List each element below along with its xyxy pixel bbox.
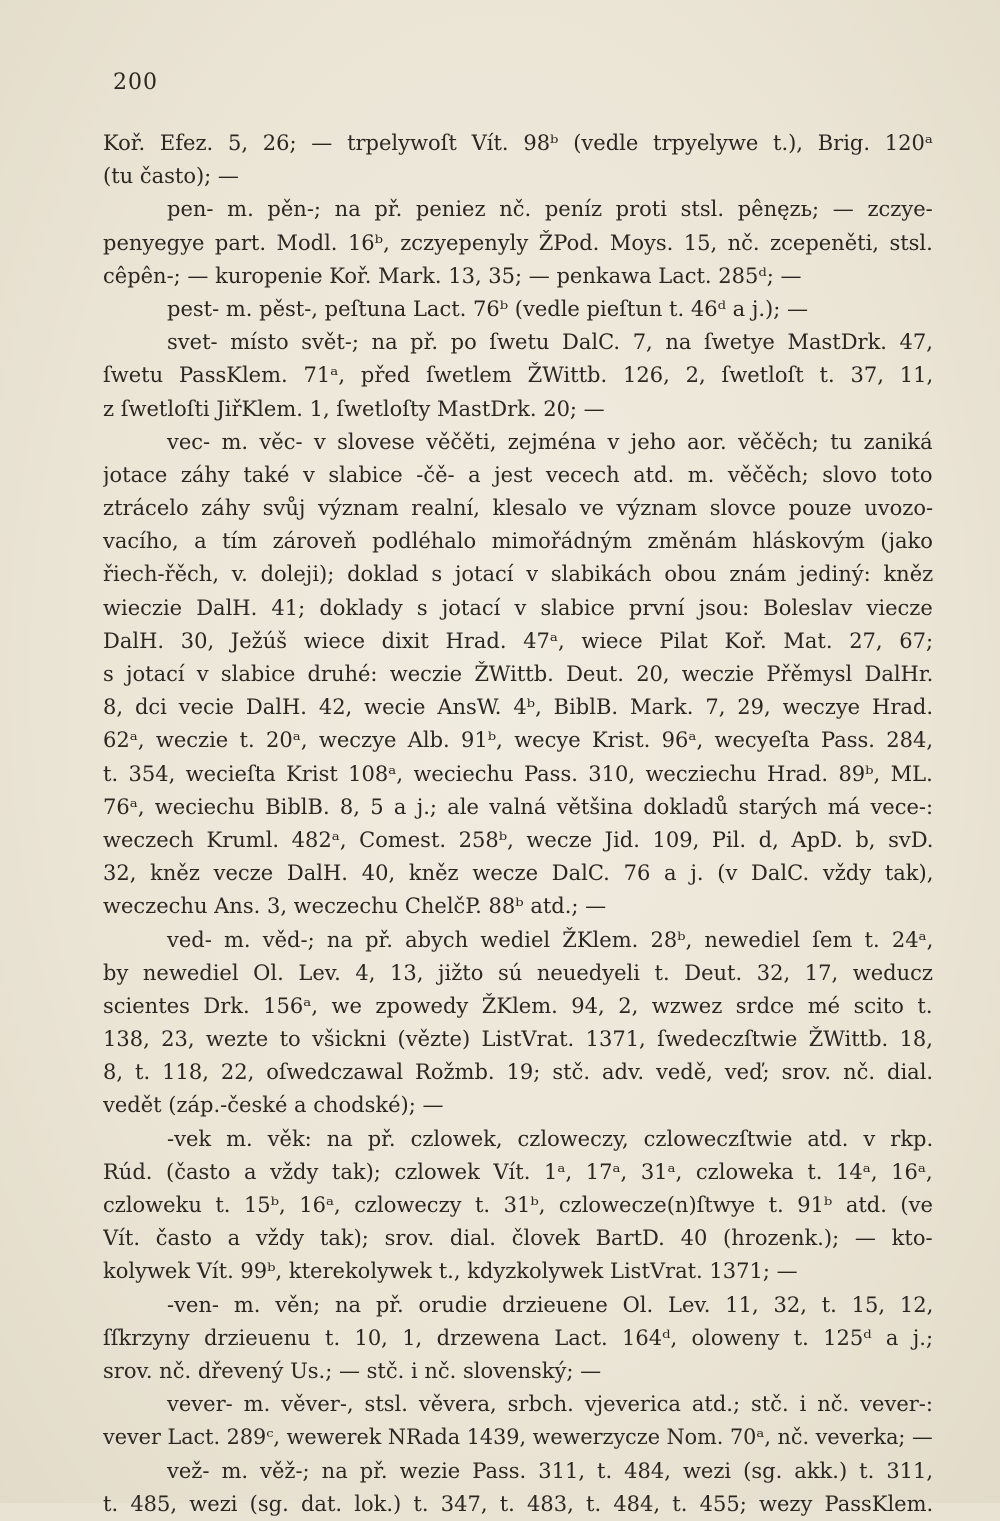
text-line: Koř. Efez. 5, 26; — trpelywoſt Vít. 98ᵇ (vedle trpyelywe t.), Brig. 120ᵃ [103, 131, 933, 155]
text-line: Vít. často a vždy tak); srov. dial. človek BartD. 40 (hrozenk.); — kto- [103, 1226, 933, 1251]
body-text [103, 127, 933, 1521]
text-line: scientes Drk. 156ᵃ, we zpowedy ŽKlem. 94, 2, wzwez srdce mé scito t. [103, 993, 933, 1018]
text-line: 62ᵃ, weczie t. 20ᵃ, weczye Alb. 91ᵇ, wecye Krist. 96ᵃ, wecyeſta Pass. 284, [103, 728, 933, 753]
text-line: czloweku t. 15ᵇ, 16ᵃ, czloweczy t. 31ᵇ, czlowecze(n)ſtwye t. 91ᵇ atd. (ve [103, 1193, 933, 1217]
text-line: vedět (záp.-české a chodské); — [103, 1093, 444, 1118]
text-line: vež- m. věž-; na př. wezie Pass. 311, t. 484, wezi (sg. akk.) t. 311, [167, 1458, 933, 1483]
text-line: srov. nč. dřevený Us.; — stč. i nč. slovenský; — [103, 1358, 602, 1383]
text-line: ztrácelo záhy svůj význam realní, klesalo ve význam slovce pouze uvozo- [103, 496, 933, 521]
text-line: t. 485, wezi (sg. dat. lok.) t. 347, t. 483, t. 484, t. 455; wezy PassKlem. [103, 1491, 933, 1516]
text-line: 138, 23, wezte to všickni (vězte) ListVrat. 1371, ſwedeczſtwie ŽWittb. 18, [103, 1027, 933, 1052]
text-line: svet- místo svět-; na př. po ſwetu DalC. 7, na ſwetye MastDrk. 47, [167, 330, 933, 355]
text-line: weczech Kruml. 482ᵃ, Comest. 258ᵇ, wecze Jid. 109, Pil. d, ApD. b, svD. [103, 827, 933, 852]
text-line: (tu často); — [103, 164, 239, 189]
text-line: weczechu Ans. 3, weczechu ChelčP. 88ᵇ atd.; — [103, 894, 607, 919]
text-line: vacího, a tím zároveň podléhalo mimořádným změnám hláskovým (jako [103, 529, 933, 554]
text-line: s jotací v slabice druhé: weczie ŽWittb. Deut. 20, weczie Přěmysl DalHr. [103, 662, 933, 686]
text-line: pest- m. pěst-, peſtuna Lact. 76ᵇ (vedle pieſtun t. 46ᵈ a j.); — [167, 296, 808, 321]
text-line: wieczie DalH. 41; doklady s jotací v slabice první jsou: Boleslav vieczе [103, 595, 933, 620]
text-line: 76ᵃ, weciechu BiblB. 8, 5 a j.; ale valná většina dokladů starých má vece-: [103, 794, 933, 819]
text-line: vec- m. věc- v slovese věčěti, zejména v jeho aor. věčěch; tu zaniká [167, 429, 933, 454]
text-line: penyegye part. Modl. 16ᵇ, zczyepenyly ŽPod. Moys. 15, nč. zcepeněti, stsl. [103, 230, 933, 255]
text-line: Rúd. (často a vždy tak); czlowek Vít. 1ᵃ, 17ᵃ, 31ᵃ, czloweka t. 14ᵃ, 16ᵃ, [103, 1159, 933, 1184]
text-line: cêpên-; — kuropenie Koř. Mark. 13, 35; — penkawa Lact. 285ᵈ; — [103, 263, 802, 288]
text-line: -vek m. věk: na př. czlowek, czloweczy, czloweczſtwie atd. v rkp. [167, 1126, 933, 1151]
text-line: jotace záhy také v slabice -čě- a jest vecech atd. m. věčěch; slovo toto [103, 462, 933, 487]
text-line: ved- m. věd-; na př. abych wediel ŽKlem. 28ᵇ, newediel ſem t. 24ᵃ, [167, 927, 933, 952]
text-line: by newediel Ol. Lev. 4, 13, jižto sú neuedyeli t. Deut. 32, 17, weducz [103, 960, 933, 985]
text-line: 8, t. 118, 22, oſwedczawal Rožmb. 19; stč. adv. vedě, veď; srov. nč. dial. [103, 1060, 933, 1085]
text-line: vever- m. věver-, stsl. věvera, srbch. vjeverica atd.; stč. i nč. vever-: [167, 1392, 933, 1417]
text-line: t. 354, weciеſta Krist 108ᵃ, weciechu Pass. 310, wecziechu Hrad. 89ᵇ, ML. [103, 761, 933, 786]
text-line: kolywek Vít. 99ᵇ, kterekolywek t., kdyzkolywek ListVrat. 1371; — [103, 1259, 798, 1284]
text-line: pen- m. pěn-; na př. peniez nč. peníz proti stsl. pênęzь; — zczye- [167, 197, 933, 222]
page-number: 200 [113, 70, 158, 95]
text-line: -ven- m. věn; na př. orudie drzieuene Ol. Lev. 11, 32, t. 15, 12, [167, 1292, 933, 1317]
text-line: 32, kněz vecze DalH. 40, kněz wecze DalC. 76 a j. (v DalC. vždy tak), [103, 861, 933, 886]
text-line: řiech-řěch, v. doleji); doklad s jotací v slabikách obou znám jediný: kněz [103, 562, 933, 587]
text-line: z ſwetloſti JiřKlem. 1, ſwetloſty MastDrk. 20; — [103, 396, 605, 421]
text-line: vever Lact. 289ᶜ, wewerek NRada 1439, wewerzycze Nom. 70ᵃ, nč. veverka; — [103, 1425, 933, 1450]
text-line: 8, dci vecie DalH. 42, wecie AnsW. 4ᵇ, BiblB. Mark. 7, 29, weczye Hrad. [103, 695, 933, 720]
text-line: ſwetu PassKlem. 71ᵃ, před ſwetlem ŽWittb. 126, 2, ſwetloſt t. 37, 11, [103, 363, 933, 388]
text-line: ſſkrzyny drzieuenu t. 10, 1, drzewena Lact. 164ᵈ, oloweny t. 125ᵈ a j.; [103, 1325, 933, 1350]
text-line: DalH. 30, Ježúš wiece dixit Hrad. 47ᵃ, wiece Pilat Koř. Mat. 27, 67; [103, 628, 933, 653]
